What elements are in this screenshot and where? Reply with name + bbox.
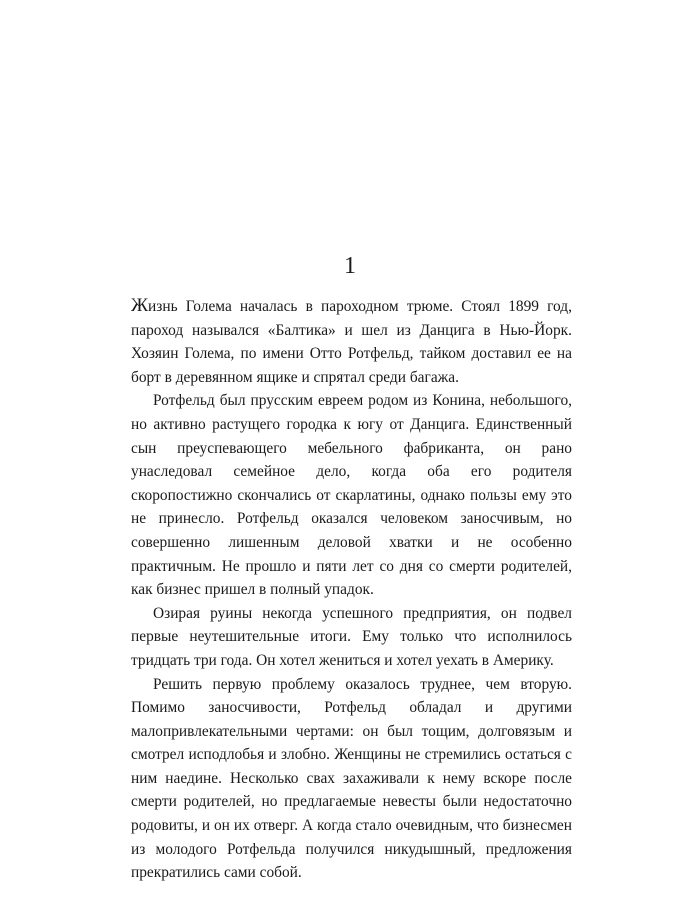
chapter-body-text — [131, 294, 572, 885]
paragraph-3: Озирая руины некогда успешного предприятия, он подвел первые неутешительные итоги. Ему только что исполнилось тридцать три года. Он хотел жениться и хотел уехать в Америку. — [131, 604, 572, 669]
paragraph-4: Решить первую проблему оказалось труднее, чем вторую. Помимо заносчивости, Ротфельд обладал и другими малопривлекательными чертами: он был тощим, долговязым и смотрел исподлобья и злобно. Женщины не стремились остаться с ним наедине. Несколько свах захаживали к нему вскоре после смерти родителей, но предлагаемые невесты были недостаточно родовиты, и он их отверг. А когда стало очевидным, что бизнесмен из молодого Ротфельда получился никудышный, предложения прекратились сами собой. — [131, 675, 572, 882]
initial-letter: Ж — [131, 295, 149, 316]
chapter-number: 1 — [344, 253, 356, 279]
paragraph-1 — [131, 294, 572, 389]
paragraph-1-text: изнь Голема началась в пароходном трюме. Стоял 1899 год, пароход назывался «Балтика» и шел из Данцига в Нью-Йорк. Хозяин Голема, по имени Отто Ротфельд, тайком доставил ее на борт в деревянном ящике и спрятал среди багажа. — [131, 298, 572, 386]
paragraph-2: Ротфельд был прусским евреем родом из Конина, небольшого, но активно растущего городка к югу от Данцига. Единственный сын преуспевающего мебельного фабриканта, он рано унаследовал семейное дело, когда оба его родителя скоропостижно скончались от скарлатины, однако пользы ему это не принесло. Ротфельд оказался человеком заносчивым, но совершенно лишенным деловой хватки и не особенно практичным. Не прошло и пяти лет со дня со смерти родителей, как бизнес пришел в полный упадок. — [131, 392, 572, 599]
